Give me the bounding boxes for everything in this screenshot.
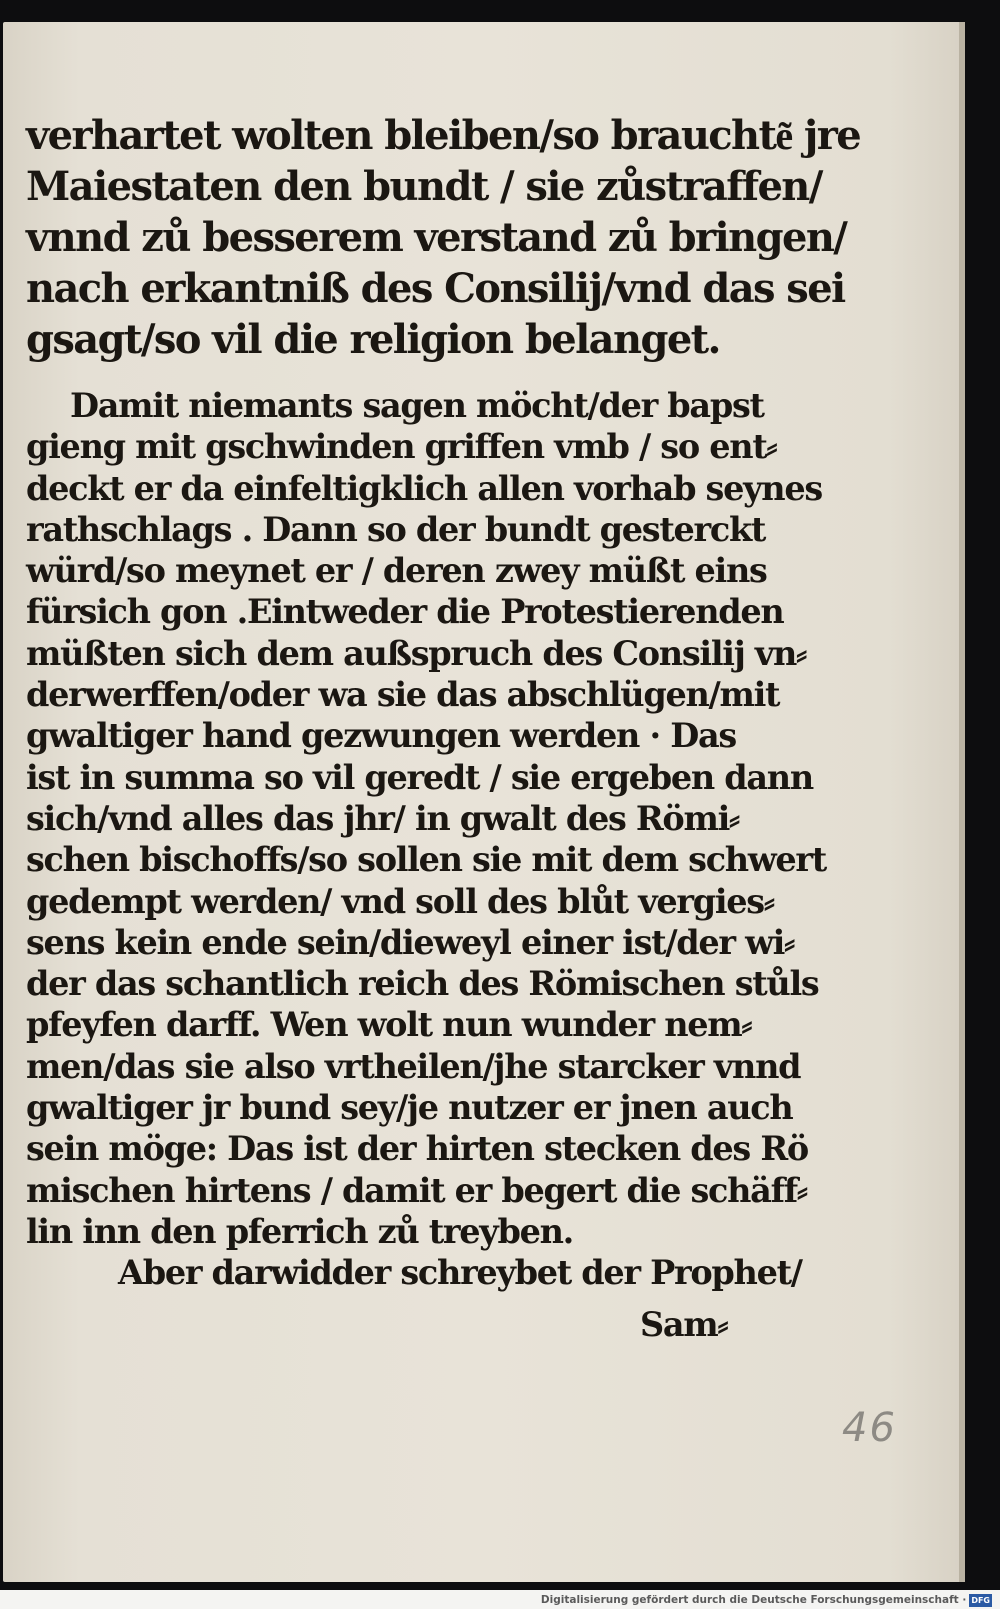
text-line: müßten sich dem außspruch des Consilij vn⸗: [26, 633, 806, 673]
paragraph-1: [26, 110, 861, 365]
text-line: lin inn den pferrich zů treyben.: [26, 1211, 574, 1251]
footer-credit: Digitalisierung gefördert durch die Deutsche Forschungsgemeinschaft ·: [540, 1594, 967, 1606]
dfg-logo: DFG: [971, 1595, 990, 1605]
text-line: würd/so meynet er / deren zwey müßt eins: [26, 551, 767, 591]
page-text: [26, 110, 861, 1294]
text-line: gieng mit gschwinden griffen vmb / so ent⸗: [26, 427, 777, 467]
text-line: Aber darwidder schreybet der Prophet/: [118, 1253, 802, 1293]
text-line: gwaltiger jr bund sey/je nutzer er jnen auch: [26, 1088, 793, 1128]
text-line: schen bischoffs/so sollen sie mit dem schwert: [26, 840, 826, 880]
text-line: derwerffen/oder wa sie das abschlügen/mit: [26, 675, 780, 715]
text-line: sens kein ende sein/dieweyl einer ist/der wi⸗: [26, 922, 794, 962]
text-line: men/das sie also vrtheilen/jhe starcker vnnd: [26, 1046, 801, 1086]
digitization-footer: [541, 1592, 992, 1608]
text-line: ist in summa so vil geredt / sie ergeben dann: [26, 757, 813, 797]
text-line: gwaltiger hand gezwungen werden · Das: [26, 716, 736, 756]
text-line: nach erkantniß des Consilij/vnd das sei: [26, 265, 845, 312]
folio-number: 46: [842, 1405, 897, 1451]
text-line: mischen hirtens / damit er begert die schäff⸗: [26, 1170, 807, 1210]
text-line: der das schantlich reich des Römischen stůls: [26, 964, 819, 1004]
text-line: Maiestaten den bundt / sie zůstraffen/: [26, 163, 822, 210]
page-edge: [959, 22, 965, 1582]
text-line: pfeyfen darff. Wen wolt nun wunder nem⸗: [26, 1005, 752, 1045]
text-line: Damit niemants sagen möcht/der bapst: [70, 386, 764, 425]
text-line: gsagt/so vil die religion belanget.: [26, 316, 720, 363]
text-line: vnnd zů besserem verstand zů bringen/: [26, 214, 847, 261]
text-line: gedempt werden/ vnd soll des blůt vergies⸗: [26, 881, 774, 921]
text-line: sein möge: Das ist der hirten stecken des Rö: [26, 1129, 808, 1169]
text-line: verhartet wolten bleiben/so brauchte͂ jre: [26, 112, 861, 159]
text-line: fürsich gon .Eintweder die Protestierenden: [26, 592, 784, 632]
paragraph-2: [26, 385, 826, 1294]
text-line: rathschlags . Dann so der bundt gesterckt: [26, 509, 766, 549]
catchword: Sam⸗: [640, 1305, 728, 1344]
text-line: deckt er da einfeltigklich allen vorhab seynes: [26, 468, 822, 508]
text-line: sich/vnd alles das jhr/ in gwalt des Römi⸗: [26, 798, 739, 838]
